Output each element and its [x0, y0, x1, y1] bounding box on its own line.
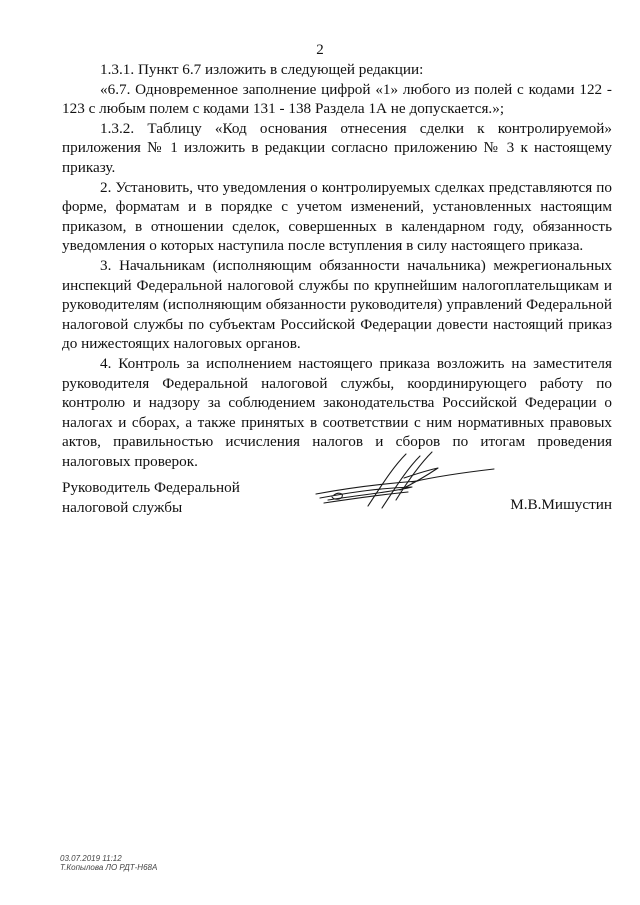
paragraph-2: 2. Установить, что уведомления о контролируемых сделках представляются по форме, форматам и в порядке с учетом изменений, установленных настоящим приказом, в отношении сделок, совершенных в календарном году, обязанность уведомления о которых наступила после вступления в силу настоящего приказа.: [62, 178, 612, 255]
signer-title: [62, 478, 292, 517]
paragraph-3: 3. Начальникам (исполняющим обязанности начальника) межрегиональных инспекций Федеральной налоговой службы по крупнейшим налогоплательщикам и руководителям (исполняющим обязанности руководителя) управлений Федеральной налоговой службы по субъектам Российской Федерации довести настоящий приказ до нижестоящих налоговых органов.: [62, 256, 612, 353]
page-number: 2: [316, 42, 324, 58]
signer-title-line-2: налоговой службы: [62, 498, 183, 516]
footer-timestamp: 03.07.2019 11:12: [60, 854, 122, 863]
signer-name: М.В.Мишустин: [510, 496, 612, 513]
paragraph-4: 4. Контроль за исполнением настоящего приказа возложить на заместителя руководителя Федеральной налоговой службы, координирующего работу по контролю и надзору за соблюдением законодательства Российской Федерации о налогах и сборах, а также принятых в соответствии с ним нормативных правовых актов, правильностью исчисления налогов и сборов по итогам проведения налоговых проверок.: [62, 354, 612, 470]
handwritten-signature-icon: [308, 448, 498, 518]
document-footer-stamp: [60, 854, 157, 872]
footer-executor: Т.Копылова ЛО РДТ-Н68А: [60, 863, 158, 872]
document-body: [62, 60, 612, 471]
signature-block: [62, 478, 612, 538]
signer-title-line-1: Руководитель Федеральной: [62, 479, 240, 496]
paragraph-1-3-1: 1.3.1. Пункт 6.7 изложить в следующей редакции:: [100, 61, 424, 78]
paragraph-1-3-2: 1.3.2. Таблицу «Код основания отнесения сделки к контролируемой» приложения № 1 изложить в редакции согласно приложению № 3 к настоящему приказу.: [62, 119, 612, 176]
paragraph-quote-6-7: «6.7. Одновременное заполнение цифрой «1» любого из полей с кодами 122 - 123 с любым полем с кодами 131 - 138 Раздела 1А не допускается.»;: [62, 80, 612, 118]
